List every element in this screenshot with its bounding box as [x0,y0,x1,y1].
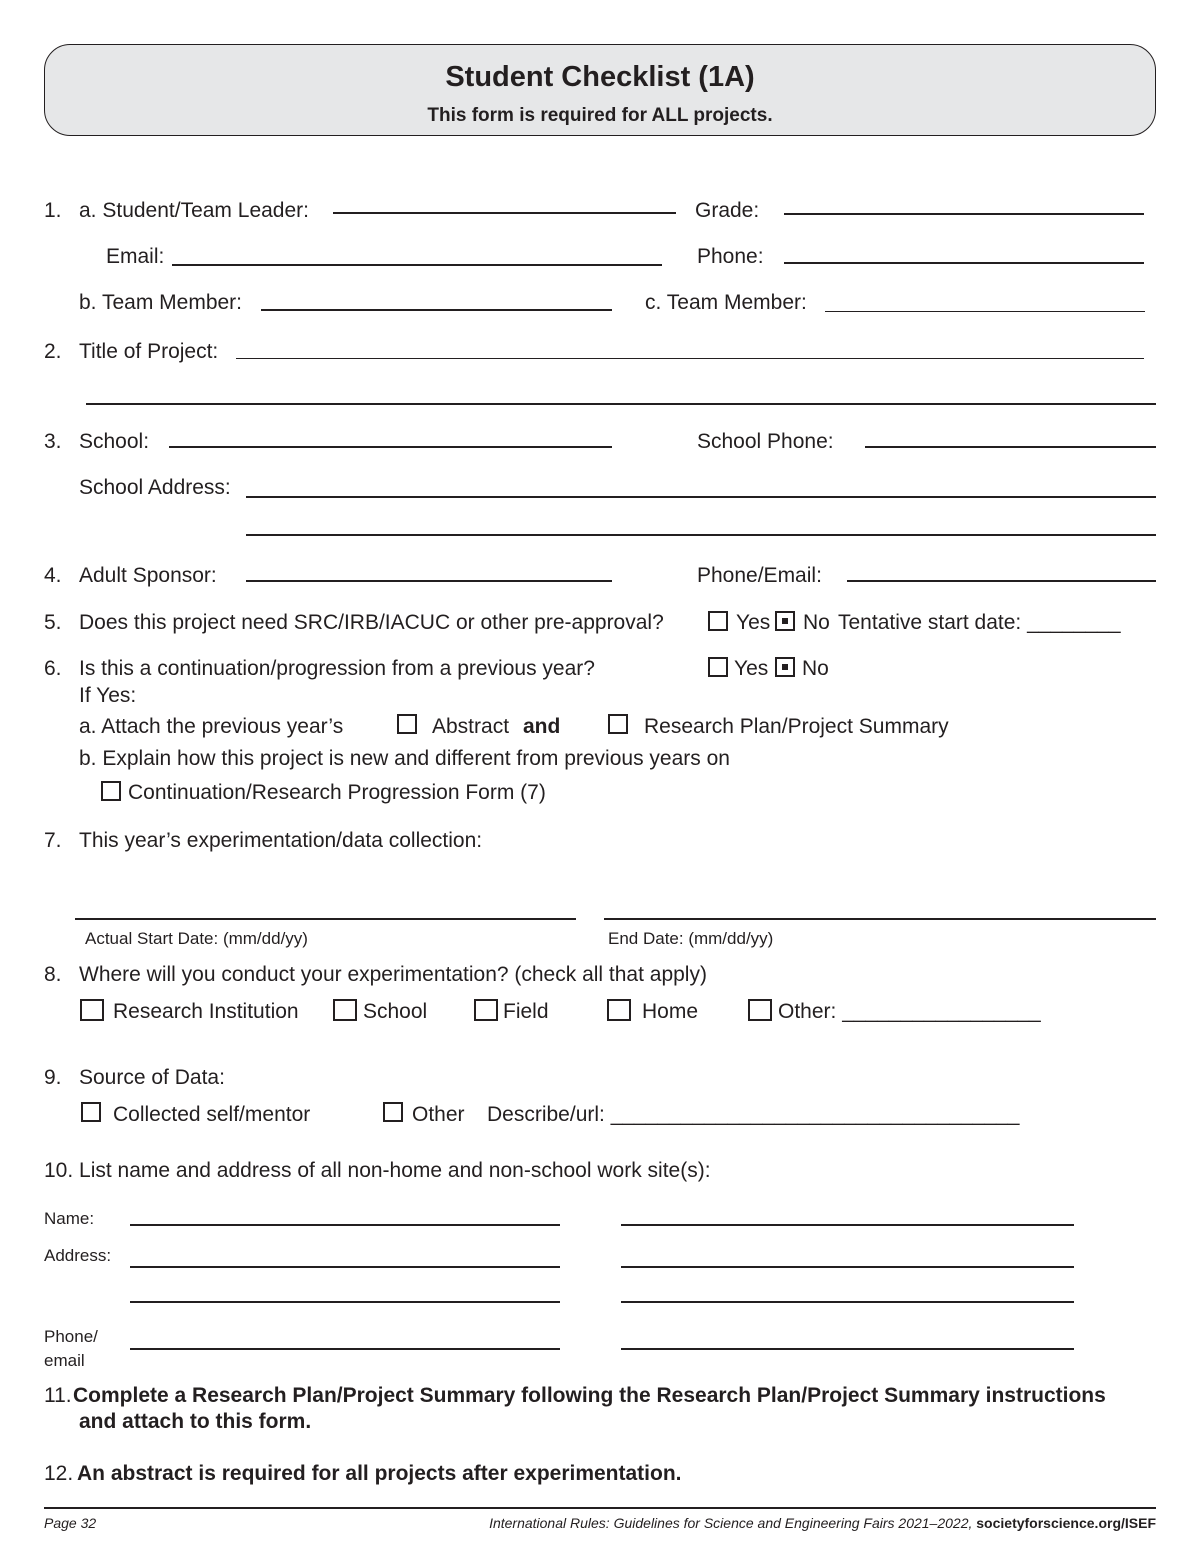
q6-explain-text: b. Explain how this project is new and different from previous years on [79,747,730,770]
research-institution-label: Research Institution [113,1000,299,1023]
q6-attach-text: a. Attach the previous year’s [79,715,344,738]
site1-address-field[interactable] [130,1266,560,1268]
site-phone-label: Phone/ [44,1327,98,1346]
site-address-label: Address: [44,1246,112,1265]
research-plan-label: Research Plan/Project Summary [644,715,949,738]
research-plan-checkbox[interactable] [608,714,628,734]
form-header [44,44,1156,136]
q4-number: 4. [44,564,62,587]
site2-phone-field[interactable] [621,1348,1074,1350]
q12-number: 12. [44,1462,74,1485]
phone-field[interactable] [784,262,1144,264]
source-of-data-label: Source of Data: [79,1066,225,1089]
student-leader-field[interactable] [333,212,676,214]
site-email-label: email [44,1351,85,1370]
email-field[interactable] [172,264,662,266]
site1-name-field[interactable] [130,1224,560,1226]
team-member-b-label: b. Team Member: [79,291,243,314]
q6-yes-label: Yes [734,657,769,680]
team-member-c-field[interactable] [825,311,1145,312]
q6-no-checkbox[interactable] [775,657,795,677]
q7-number: 7. [44,829,62,852]
sponsor-phone-email-label: Phone/Email: [697,564,822,587]
abstract-checkbox[interactable] [397,714,417,734]
q5-number: 5. [44,611,62,634]
q8-number: 8. [44,963,62,986]
other-location-label[interactable]: Other: _________________ [778,1000,1041,1023]
q6-if-yes: If Yes: [79,684,137,707]
collected-self-checkbox[interactable] [81,1102,101,1122]
q8-question: Where will you conduct your experimentation? (check all that apply) [79,963,707,986]
q11-text-line1: Complete a Research Plan/Project Summary following the Research Plan/Project Summary instructions [73,1384,1106,1407]
q7-label: This year’s experimentation/data collection: [79,829,483,852]
q6-yes-checkbox[interactable] [708,657,728,677]
footer-url[interactable]: societyforscience.org/ISEF [976,1515,1156,1531]
sponsor-phone-email-field[interactable] [847,580,1156,582]
q5-yes-label: Yes [736,611,771,634]
form-title: Student Checklist (1A) [445,61,755,93]
footer-rule [44,1507,1156,1509]
collected-self-label: Collected self/mentor [113,1103,311,1126]
team-member-b-field[interactable] [261,309,612,311]
and-label: and [523,715,561,738]
grade-field[interactable] [784,213,1144,215]
school-option-label: School [363,1000,428,1023]
field-checkbox[interactable] [474,999,498,1021]
team-member-c-label: c. Team Member: [645,291,807,314]
phone-label: Phone: [697,245,764,268]
q12-text: An abstract is required for all projects after experimentation. [77,1462,682,1485]
actual-start-date-field[interactable] [75,918,576,920]
q11-text-line2: and attach to this form. [79,1410,312,1433]
page-number: Page 32 [44,1515,97,1531]
site2-address-field-line2[interactable] [621,1301,1074,1303]
site1-phone-field[interactable] [130,1348,560,1350]
q6-number: 6. [44,657,62,680]
adult-sponsor-field[interactable] [246,580,612,582]
school-phone-field[interactable] [865,446,1156,448]
end-date-field[interactable] [604,918,1156,920]
student-leader-label: a. Student/Team Leader: [79,199,309,222]
project-title-field-line2[interactable] [86,403,1156,405]
school-phone-label: School Phone: [697,430,834,453]
q3-number: 3. [44,430,62,453]
form-subtitle: This form is required for ALL projects. [427,105,773,126]
adult-sponsor-label: Adult Sponsor: [79,564,217,587]
q6-question: Is this a continuation/progression from a previous year? [79,657,595,680]
q5-no-checkbox[interactable] [775,611,795,631]
school-address-label: School Address: [79,476,231,499]
q1-number: 1. [44,199,62,222]
email-label: Email: [106,245,165,268]
site1-address-field-line2[interactable] [130,1301,560,1303]
home-label: Home [642,1000,699,1023]
field-label: Field [503,1000,549,1023]
continuation-form-checkbox[interactable] [101,781,121,801]
school-address-field[interactable] [246,496,1156,498]
other-source-label: Other [412,1103,465,1126]
q10-label: 10. List name and address of all non-home and non-school work site(s): [44,1159,711,1182]
q6-no-label: No [802,657,829,680]
site-name-label: Name: [44,1209,95,1228]
q5-yes-checkbox[interactable] [708,611,728,631]
project-title-label: Title of Project: [79,340,219,363]
actual-start-date-label: Actual Start Date: (mm/dd/yy) [85,929,308,948]
school-checkbox[interactable] [333,999,357,1021]
grade-label: Grade: [695,199,760,222]
other-source-checkbox[interactable] [383,1102,403,1122]
school-address-field-line2[interactable] [246,534,1156,536]
q11-number: 11. [44,1384,72,1407]
tentative-start-date[interactable]: Tentative start date: ________ [838,611,1121,634]
research-institution-checkbox[interactable] [80,999,104,1021]
footer-source-text: International Rules: Guidelines for Science and Engineering Fairs 2021–2022, [489,1515,973,1531]
q9-number: 9. [44,1066,62,1089]
q2-number: 2. [44,340,62,363]
footer-source [489,1516,1156,1530]
site2-address-field[interactable] [621,1266,1074,1268]
school-label: School: [79,430,150,453]
home-checkbox[interactable] [607,999,631,1021]
project-title-field[interactable] [236,358,1144,359]
continuation-form-label: Continuation/Research Progression Form (7) [128,781,546,804]
q5-question: Does this project need SRC/IRB/IACUC or other pre-approval? [79,611,664,634]
other-location-checkbox[interactable] [748,999,772,1021]
describe-url-field[interactable]: Describe/url: ___________________________________ [487,1103,1020,1126]
end-date-label: End Date: (mm/dd/yy) [608,929,774,948]
school-field[interactable] [169,446,612,448]
site2-name-field[interactable] [621,1224,1074,1226]
q5-no-label: No [803,611,830,634]
abstract-label: Abstract [432,715,510,738]
